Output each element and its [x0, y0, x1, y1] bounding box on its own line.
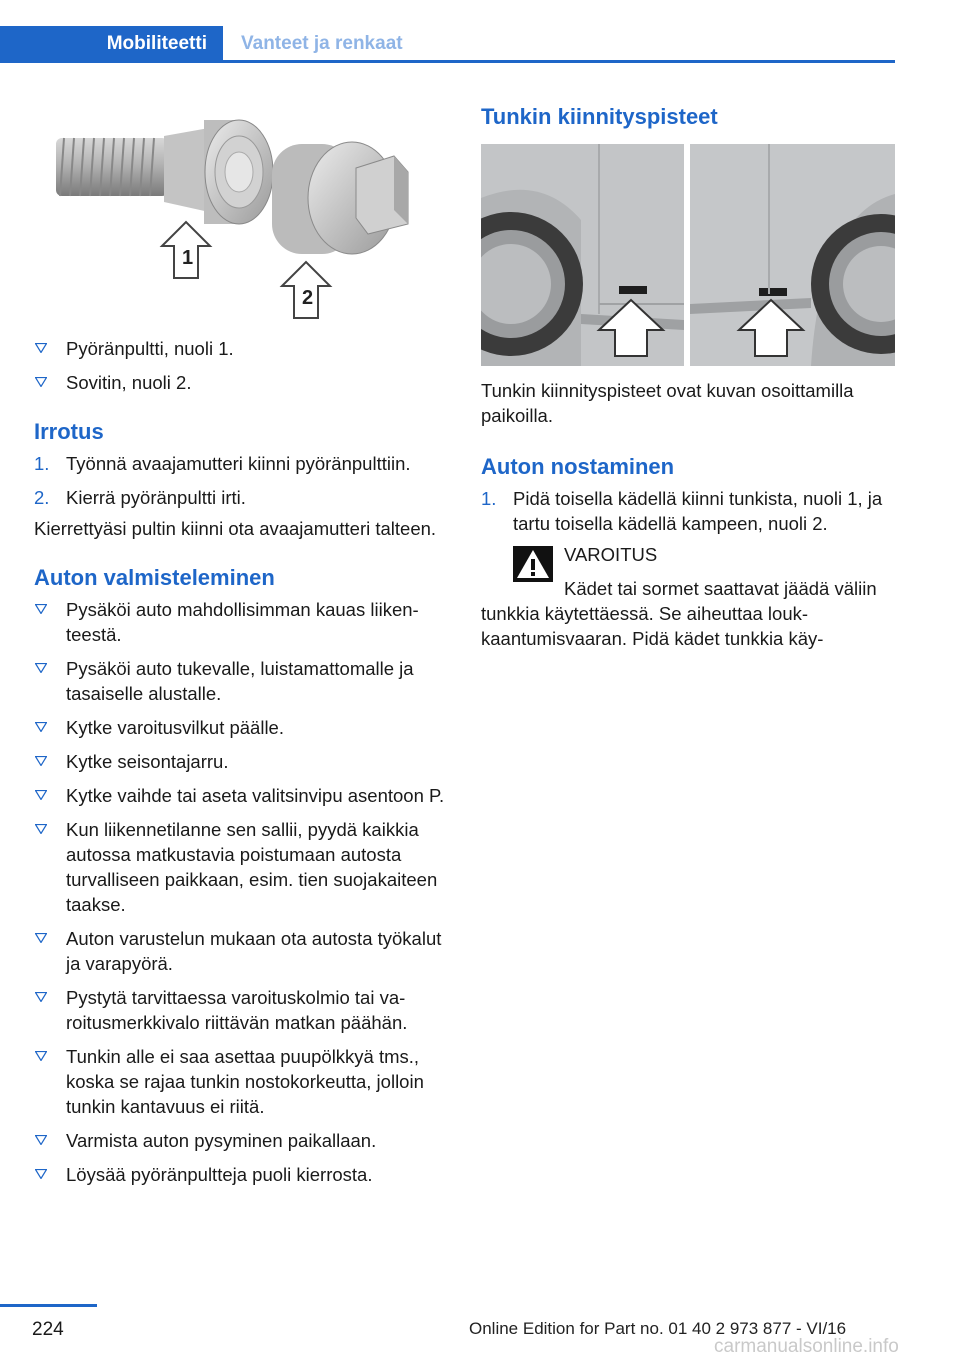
valmisteleminen-list [34, 597, 446, 1187]
left-column [34, 100, 446, 1196]
bolt-adapter-figure [34, 100, 446, 332]
arrow-label-2: 2 [302, 287, 314, 309]
triangle-bullet-icon [35, 377, 47, 387]
step-number: 2. [34, 487, 50, 508]
list-item [34, 715, 446, 740]
list-item [34, 656, 446, 706]
kiinnityspisteet-paragraph: Tunkin kiinnityspisteet ovat kuvan osoittamilla paikoilla. [481, 380, 854, 426]
step-number: 1. [34, 453, 50, 474]
step-text: Pidä toisella kädellä kiinni tunkista, nuoli 1, ja tartu toisella kädellä kampeen, nuoli 2. [513, 488, 883, 534]
list-item-text: Pysäköi auto mahdollisimman kauas liikenteestä. [66, 599, 419, 645]
triangle-bullet-icon [35, 992, 47, 1002]
triangle-bullet-icon [35, 933, 47, 943]
list-item [481, 486, 895, 536]
triangle-bullet-icon [35, 1169, 47, 1179]
warning-icon [513, 546, 553, 582]
header-rule [0, 60, 895, 63]
list-item-text: Auton varustelun mukaan ota autosta työkalut ja varapyörä. [66, 928, 442, 974]
list-item [34, 451, 446, 476]
list-item-text: Pyöränpultti, nuoli 1. [66, 338, 234, 359]
jack-points-figure [481, 144, 895, 366]
figure-legend-list [34, 336, 446, 395]
list-item [34, 1128, 446, 1153]
page-number: 224 [32, 1319, 64, 1340]
footer-edition: Online Edition for Part no. 01 40 2 973 877 - VI/16 [469, 1319, 847, 1338]
section-heading-nostaminen: Auton nostaminen [481, 454, 675, 479]
list-item [34, 1162, 446, 1187]
warning-text: Kädet tai sormet saattavat jäädä väliin tunkkia käytettäessä. Se aiheuttaa loukkaantumisvaaran. Pidä kädet tunkkia käy- [481, 578, 877, 649]
list-item [34, 336, 446, 361]
triangle-bullet-icon [35, 790, 47, 800]
list-item-text: Löysää pyöränpultteja puoli kierrosta. [66, 1164, 373, 1185]
list-item [34, 1044, 446, 1119]
warning-block [513, 542, 895, 567]
triangle-bullet-icon [35, 663, 47, 673]
list-item [34, 597, 446, 647]
list-item-text: Pysäköi auto tukevalle, luistamattomalle ja tasaiselle alustalle. [66, 658, 414, 704]
nostaminen-steps [481, 486, 895, 536]
list-item [34, 817, 446, 917]
page-header [0, 0, 895, 62]
list-item [34, 749, 446, 774]
list-item-text: Tunkin alle ei saa asettaa puupölkkyä tms., koska se rajaa tunkin nostokorkeutta, jolloin tunkin kantavuus ei riitä. [66, 1046, 424, 1117]
footer-rule [0, 1304, 97, 1307]
warning-title: VAROITUS [564, 544, 658, 565]
list-item [34, 783, 446, 808]
arrow-label-1: 1 [182, 247, 194, 269]
list-item-text: Pystytä tarvittaessa varoituskolmio tai varoitusmerkkivalo riittävän matkan päähän. [66, 987, 408, 1033]
section-tab-mobiliteetti: Mobiliteetti [0, 26, 223, 62]
list-item-text: Kun liikennetilanne sen sallii, pyydä kaikkia autossa matkustavia poistumaan autosta turvalliseen paikkaan, esim. tien suojakaiteen taakse. [66, 819, 438, 915]
bolt-adapter-illustration [34, 100, 446, 332]
watermark: carmanualsonline.info [714, 1336, 899, 1357]
list-item-text: Kytke seisontajarru. [66, 751, 229, 772]
list-item [34, 370, 446, 395]
list-item [34, 485, 446, 510]
irrotus-steps [34, 451, 446, 510]
triangle-bullet-icon [35, 722, 47, 732]
jack-points-illustration [481, 144, 895, 366]
section-heading-kiinnityspisteet: Tunkin kiinnityspisteet [481, 104, 718, 129]
right-column [481, 100, 895, 651]
triangle-bullet-icon [35, 824, 47, 834]
list-item-text: Sovitin, nuoli 2. [66, 372, 192, 393]
triangle-bullet-icon [35, 756, 47, 766]
irrotus-paragraph: Kierrettyäsi pultin kiinni ota avaajamutteri talteen. [34, 518, 437, 539]
triangle-bullet-icon [35, 1051, 47, 1061]
triangle-bullet-icon [35, 343, 47, 353]
section-heading-irrotus: Irrotus [34, 419, 104, 444]
triangle-bullet-icon [35, 604, 47, 614]
step-number: 1. [481, 488, 497, 509]
list-item-text: Kytke vaihde tai aseta valitsinvipu asentoon P. [66, 785, 445, 806]
list-item [34, 926, 446, 976]
section-heading-valmisteleminen: Auton valmisteleminen [34, 565, 275, 590]
section-tab-vanteet: Vanteet ja renkaat [241, 33, 403, 54]
list-item [34, 985, 446, 1035]
triangle-bullet-icon [35, 1135, 47, 1145]
step-text: Työnnä avaajamutteri kiinni pyöränpulttiin. [66, 453, 411, 474]
step-text: Kierrä pyöränpultti irti. [66, 487, 246, 508]
list-item-text: Kytke varoitusvilkut päälle. [66, 717, 284, 738]
list-item-text: Varmista auton pysyminen paikallaan. [66, 1130, 377, 1151]
